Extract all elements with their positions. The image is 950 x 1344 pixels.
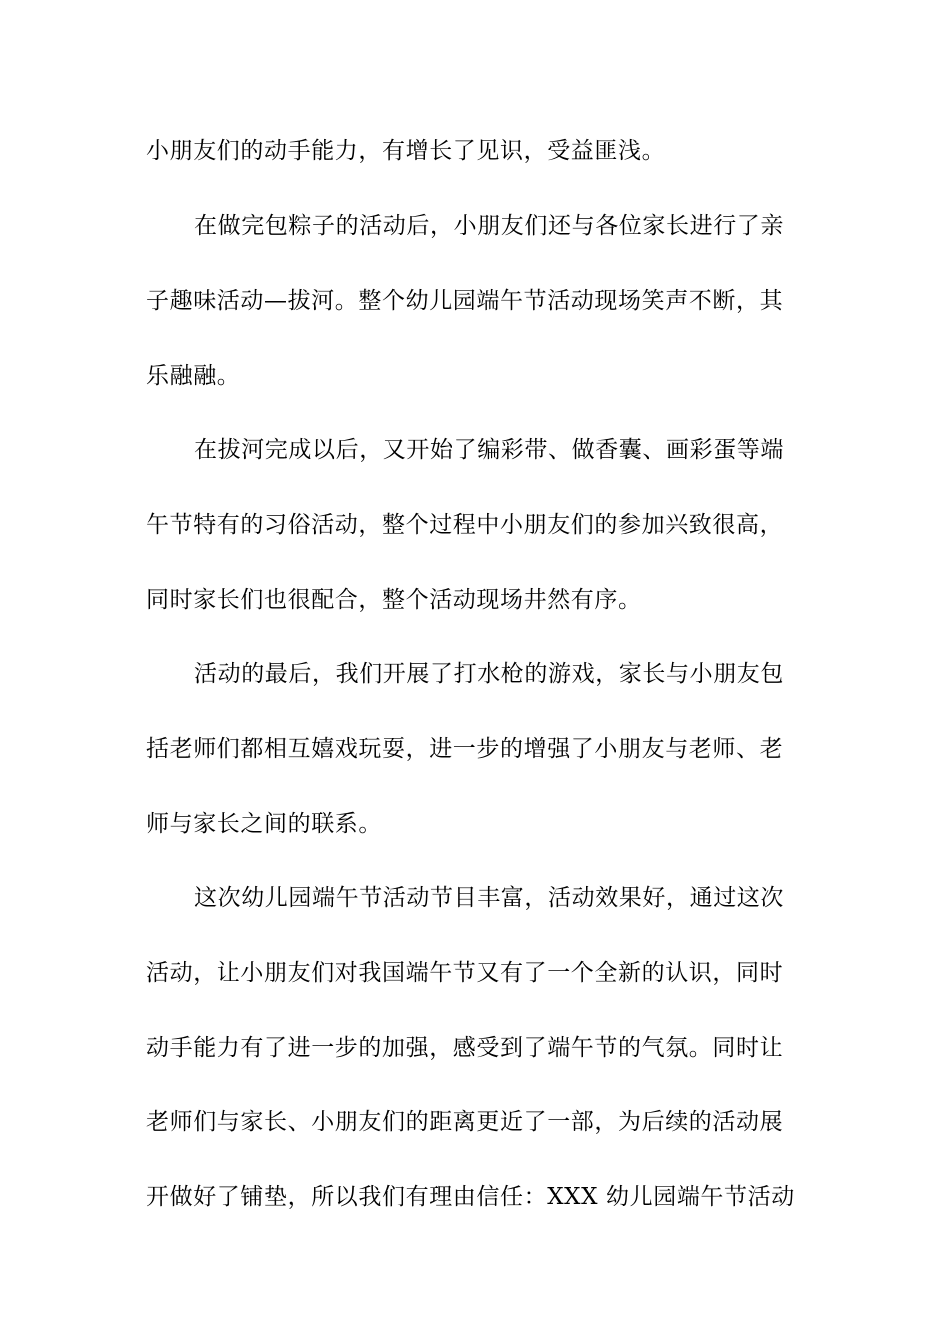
text-line: 活动，让小朋友们对我国端午节又有了一个全新的认识，同时 [146, 960, 784, 986]
text-line: 这次幼儿园端午节活动节目丰富，活动效果好，通过这次 [194, 885, 784, 911]
text-line: 老师们与家长、小朋友们的距离更近了一部，为后续的活动展 [146, 1109, 784, 1135]
text-line: 乐融融。 [146, 363, 241, 389]
text-line: 在做完包粽子的活动后，小朋友们还与各位家长进行了亲 [194, 213, 784, 239]
text-line: 在拔河完成以后，又开始了编彩带、做香囊、画彩蛋等端 [194, 437, 784, 463]
text-line: 子趣味活动—拔河。整个幼儿园端午节活动现场笑声不断，其 [146, 288, 784, 314]
text-line: 括老师们都相互嬉戏玩耍，进一步的增强了小朋友与老师、老 [146, 736, 784, 762]
text-line: 师与家长之间的联系。 [146, 811, 382, 837]
text-line: 午节特有的习俗活动，整个过程中小朋友们的参加兴致很高， [146, 512, 784, 538]
text-line: 开做好了铺垫，所以我们有理由信任：XXX 幼儿园端午节活动 [146, 1184, 795, 1210]
text-line: 小朋友们的动手能力，有增长了见识，受益匪浅。 [146, 138, 666, 164]
text-line: 动手能力有了进一步的加强，感受到了端午节的气氛。同时让 [146, 1035, 784, 1061]
text-line: 同时家长们也很配合，整个活动现场井然有序。 [146, 587, 642, 613]
text-line: 活动的最后，我们开展了打水枪的游戏，家长与小朋友包 [194, 661, 784, 687]
